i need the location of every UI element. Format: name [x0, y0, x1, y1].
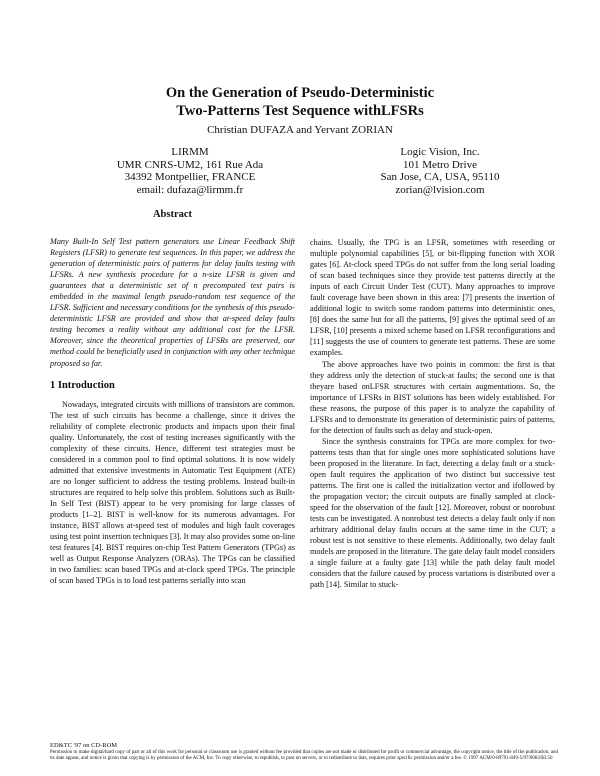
- intro-paragraph-3: Since the synthesis constraints for TPGs are more complex for two-patterns tests than that for single ones more sophisticated solutions have been proposed in the literature. In fact, detecting a delay fault or a stuck-open fault requires the application of two distinct but successive test patterns. The first one is called the initialization vector and ifollowed by the propagation vector; the circuit outputs are finally sampled at clock-speed for the observation of the fault [12]. Moreover, robust or nonrobust tests can be investigated. A nonrobust test detects a delay fault only if non arbitrary additional delay faults occurs at the same time in the CUT; a robust test is not sensitive to these elements. Additionally, two delay fault models are proposed in the literature. The gate delay fault model considers a single failure at a faulty gate [13] while the path delay fault model considers that the failure caused by process variations is distributed over a path [14]. Similar to stuck-: [310, 436, 555, 590]
- affiliation-line: LIRMM: [171, 146, 209, 158]
- abstract-heading: Abstract: [152, 209, 193, 220]
- intro-paragraph-1-continued: chains. Usually, the TPG is an LFSR, sometimes with reseeding or multiple polynomial capabilities [5], or bit-flipping function with XOR gates [6]. At-clock speed TPGs do not suffer from the long serial loading of scan based techniques since they provide test patterns directly at the inputs of each Circuit Under Test (CUT). Many approaches to improve fault coverage have been shown in this area: [7] presents the insertion of additional logic to switch some random patterns into deterministic ones, [8] does the same but for all the patterns, [9] gives the optimal seed of an LFSR, [10] presents a mixed scheme based on LFSR reconfigurations and [11] suggests the use of counters to generate test patterns. These are some examples.: [310, 238, 555, 358]
- section-heading-introduction: 1 Introduction: [50, 379, 115, 391]
- title-line-1: On the Generation of Pseudo-Deterministic: [165, 85, 435, 101]
- affiliation-line: Logic Vision, Inc.: [400, 146, 480, 158]
- left-column: [50, 208, 295, 586]
- affiliation-logic-vision: [340, 146, 540, 196]
- affiliation-line: 101 Metro Drive: [403, 158, 477, 171]
- intro-paragraph-1: Nowadays, integrated circuits with millions of transistors are common. The test of such circuits has become a challenge, since it drives the reliability of complete electronic products and impacts upon their final quality. Unfortunately, the cost of testing increases significantly with the complexity of these circuits. Hence, different test strategies must be considered in a common pool to find optimal solutions. It is now widely admitted that extensive investments in Automatic Test Equipment (ATE) are no longer sufficient to address the testing problems. Instead built-in structures are required to help solve this problem. Solutions such as Built-In Self Test (BIST) appear to be very promising for large classes of products [1–2]. BIST is well-know for its numerous advantages. For instance, BIST allows at-speed test of modules and high fault coverages using test point insertion techniques [3]. It may also provides some on-line test features [4]. BIST requires on-chip Test Pattern Generators (TPGs) as well as Output Response Analyzers (ORAs). The TPGs can be classified in two families: scan based TPGs and at-clock speed TPGs. The principle of scan based TPGs is to load test patterns serially into scan: [50, 399, 295, 586]
- author-names: Christian DUFAZA and Yervant ZORIAN: [207, 124, 393, 136]
- footer-venue: ED&TC '97 on CD-ROM: [50, 742, 118, 749]
- affiliation-email: email: dufaza@lirmm.fr: [136, 183, 244, 196]
- page-footer: [50, 742, 558, 762]
- affiliation-lirmm: [90, 146, 290, 196]
- abstract-text: Many Built-In Self Test pattern generators use Linear Feedback Shift Registers (LFSR) to generate test sequences. In this paper, we address the generation of deterministic pairs of patterns for delay faults testing with LFSRs. A new synthesis procedure for a n-size LFSR is given and guarantees that a deterministic set of n precomputed test pairs is embedded in the maximal length pseudo-random test sequence of the LFSR. Sufficient and necessary conditions for the synthesis of this pseudo-deterministic LFSR are provided and show that at-speed delay faults testing becomes a reality without any additional cost for the LFSR. Moreover, since the theoretical properties of LFSRs are preserved, our method could be beneficially used in conjunction with any other technique proposed so far.: [50, 237, 295, 368]
- affiliation-line: UMR CNRS-UM2, 161 Rue Ada: [116, 158, 264, 171]
- footer-permission-notice: Permission to make digital/hard copy of part or all of this work for personal or classroom use is granted without fee provided that copies are not made or distributed for profit or commercial advantage, the copyright notice, the title of the publication, and its date appear, and notice is given that copying is by permission of the ACM, Inc. To copy otherwise, to republish, to post on servers, or to redistribute to lists, requires prior specific permission and/or a fee. © 1997 ACM/0-89791-849-5/97/0003/$3.50: [50, 750, 558, 762]
- intro-paragraph-2: The above approaches have two points in common: the first is that they address only the detection of stuck-at faults; the second one is that theyare based onLFSR structures with certain augmentations. So, the importance of LFSRs in BIST solutions has been widely established. For these reasons, the purpose of this paper is to analyze the capability of LFSRs and to demonstrate its generation of deterministic pairs of patterns, for the detection of faults such as delay and stuck-open.: [310, 359, 555, 435]
- affiliation-line: San Jose, CA, USA, 95110: [380, 171, 500, 184]
- affiliation-email: zorian@lvision.com: [395, 183, 485, 196]
- paper-title: [60, 84, 540, 120]
- right-column: [310, 237, 555, 591]
- affiliation-line: 34392 Montpellier, FRANCE: [124, 171, 256, 184]
- title-line-2: Two-Patterns Test Sequence withLFSRs: [176, 103, 424, 119]
